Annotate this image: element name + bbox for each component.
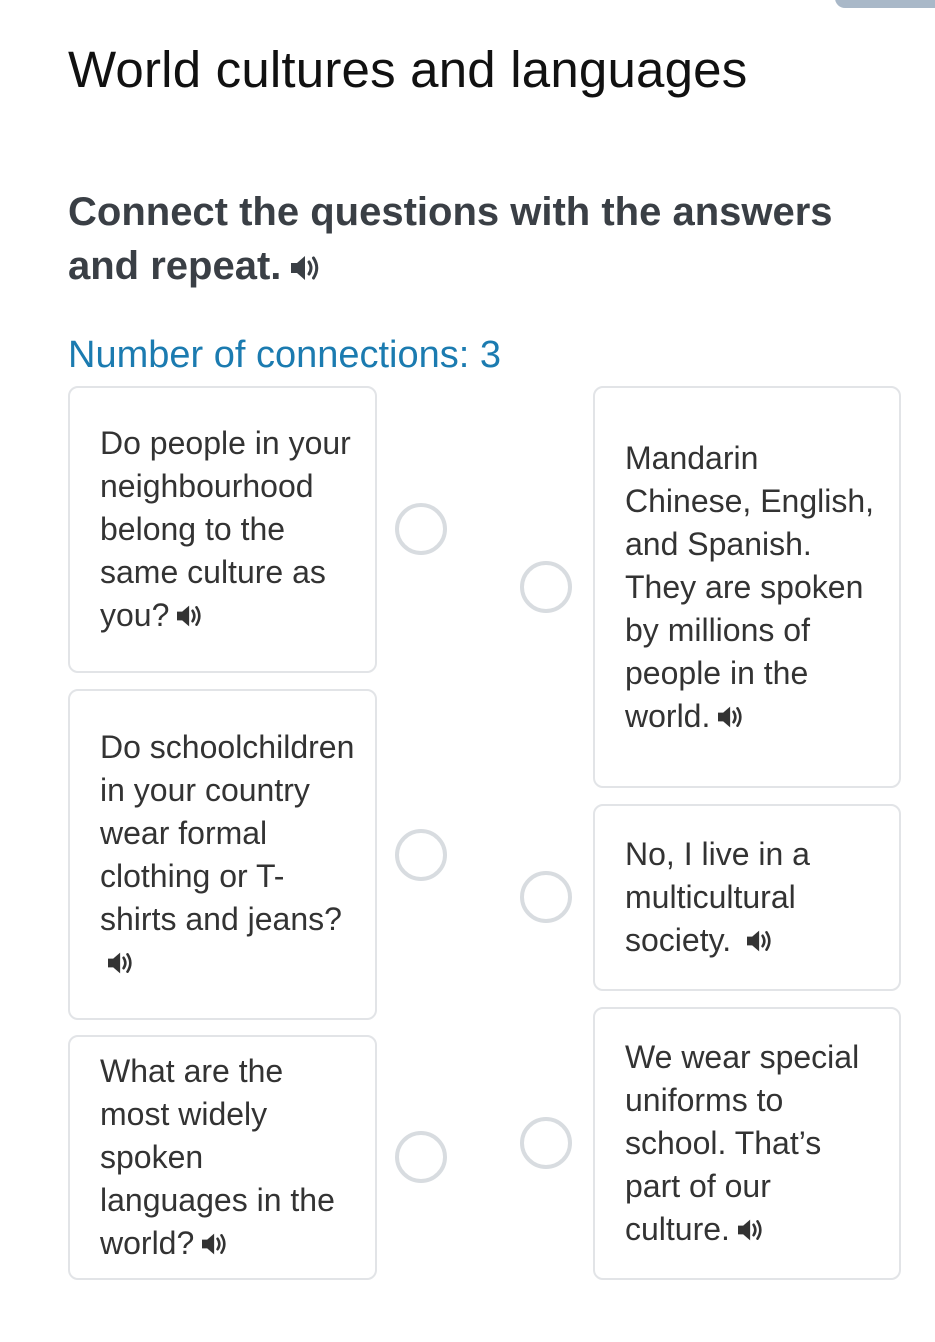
answer-card-1[interactable] <box>593 386 901 788</box>
speaker-icon[interactable] <box>716 704 746 730</box>
answer-connector-3[interactable] <box>520 1117 572 1169</box>
answer-card-3[interactable] <box>593 1007 901 1280</box>
answer-connector-1[interactable] <box>520 561 572 613</box>
speaker-icon[interactable] <box>106 950 136 976</box>
question-card-3[interactable] <box>68 1035 377 1280</box>
answer-text: Mandarin Chinese, English, and Spanish. They are spoken by millions of people in the world. <box>625 439 875 734</box>
answer-connector-2[interactable] <box>520 871 572 923</box>
speaker-icon[interactable] <box>745 928 775 954</box>
page-title: World cultures and languages <box>68 41 748 98</box>
question-card-2[interactable] <box>68 689 377 1020</box>
speaker-icon[interactable] <box>289 253 323 283</box>
connections-counter: Number of connections: 3 <box>68 334 502 376</box>
question-text: Do schoolchildren in your country wear formal clothing or T-shirts and jeans? <box>100 728 355 937</box>
question-text: Do people in your neighbourhood belong to the same culture as you? <box>100 425 351 633</box>
question-text: What are the most widely spoken languages in the world? <box>100 1053 335 1261</box>
exercise-instruction <box>68 185 908 293</box>
question-card-1[interactable] <box>68 386 377 673</box>
top-tab-handle[interactable] <box>835 0 935 8</box>
answer-card-2[interactable] <box>593 804 901 991</box>
question-connector-2[interactable] <box>395 829 447 881</box>
speaker-icon[interactable] <box>200 1231 230 1257</box>
question-connector-3[interactable] <box>395 1131 447 1183</box>
instruction-text: Connect the questions with the answers and repeat. <box>68 190 833 288</box>
answer-text: We wear special uniforms to school. That’s part of our culture. <box>625 1039 860 1247</box>
speaker-icon[interactable] <box>175 603 205 629</box>
question-connector-1[interactable] <box>395 503 447 555</box>
answer-text: No, I live in a multicultural society. <box>625 836 810 958</box>
speaker-icon[interactable] <box>736 1217 766 1243</box>
